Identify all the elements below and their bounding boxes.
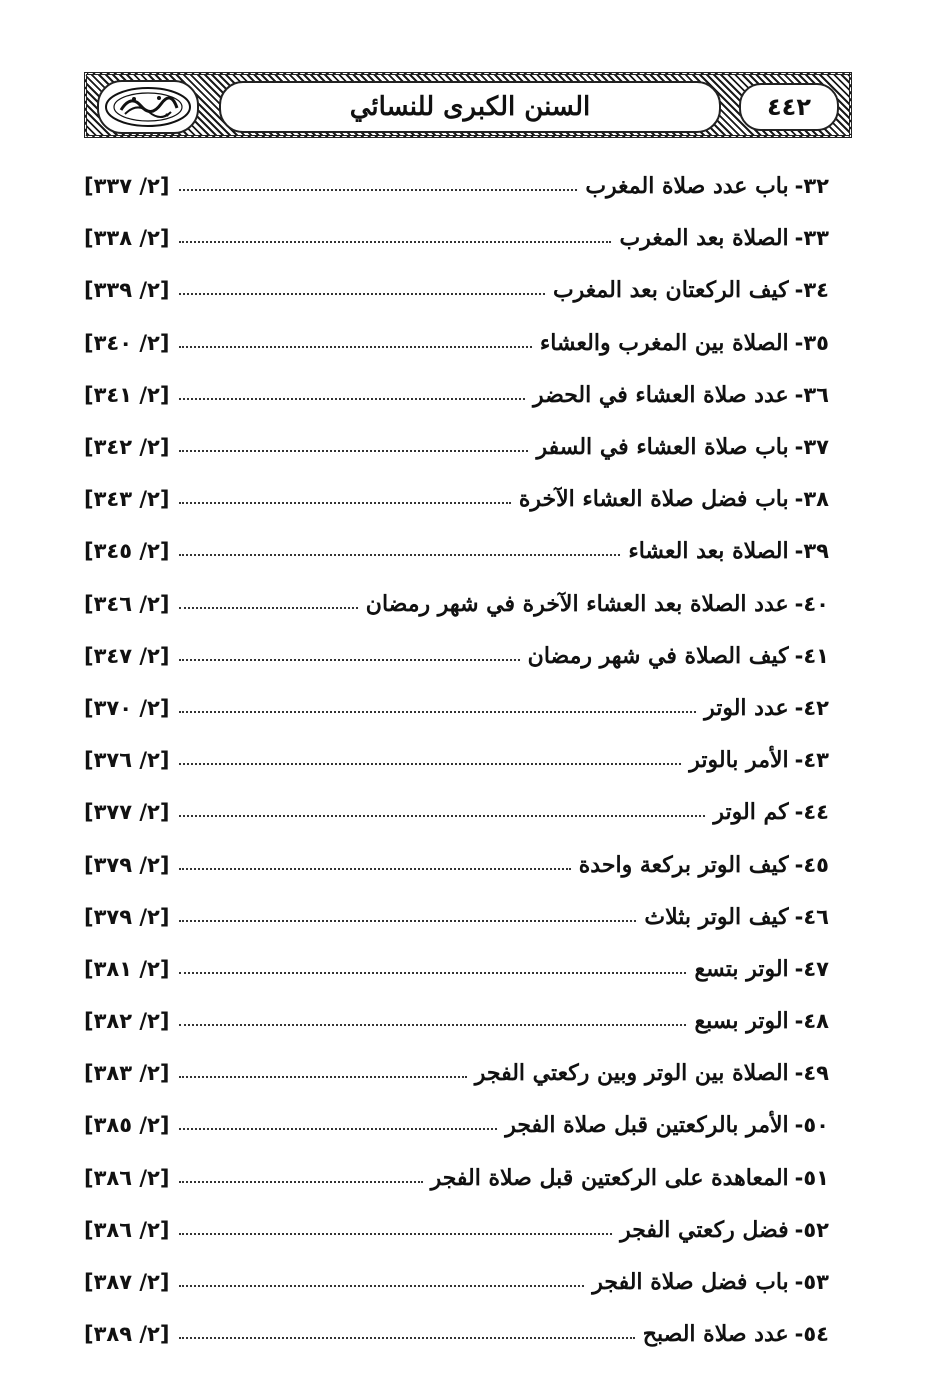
- entry-page-reference: [٢/ ٣٤٧]: [84, 643, 170, 668]
- entry-title: الوتر بسبع: [694, 1008, 789, 1035]
- entry-page-reference: [٢/ ٣٧٦]: [84, 748, 170, 773]
- entry-page-reference: [٢/ ٣٤٠]: [84, 330, 170, 355]
- entry-page-reference: [٢/ ٣٧٩]: [84, 852, 170, 877]
- toc-entry: [84, 1308, 829, 1360]
- dot-leader: [179, 1233, 612, 1235]
- entry-page-reference: [٢/ ٣٣٧]: [84, 174, 170, 199]
- entry-page-reference: [٢/ ٣٨١]: [84, 956, 170, 981]
- entry-page-reference: [٢/ ٣٨٧]: [84, 1270, 170, 1295]
- toc-entry: [84, 421, 829, 473]
- entry-title: عدد صلاة الصبح: [642, 1321, 789, 1348]
- entry-title: كيف الوتر بركعة واحدة: [578, 851, 789, 878]
- dot-leader: [179, 1128, 497, 1130]
- page-number-cartouche: [739, 83, 839, 131]
- entry-number: ٤٢-: [794, 695, 829, 720]
- entry-title: الأمر بالوتر: [689, 747, 789, 774]
- entry-number: ٣٩-: [794, 539, 829, 564]
- entry-title: الصلاة بين الوتر وبين ركعتي الفجر: [474, 1060, 789, 1087]
- entry-title: عدد الوتر: [704, 694, 789, 721]
- dot-leader: [179, 241, 611, 243]
- toc-entry: [84, 473, 829, 525]
- entry-number: ٥٠-: [794, 1113, 829, 1138]
- entry-number: ٥٣-: [794, 1270, 829, 1295]
- entry-number: ٣٢-: [794, 174, 829, 199]
- entry-page-reference: [٢/ ٣٨٢]: [84, 1009, 170, 1034]
- toc-entry: [84, 734, 829, 786]
- dot-leader: [179, 868, 570, 870]
- entry-page-reference: [٢/ ٣٤٢]: [84, 435, 170, 460]
- dot-leader: [179, 293, 544, 295]
- page-header: [84, 72, 852, 138]
- entry-number: ٤٦-: [794, 904, 829, 929]
- toc-entry: [84, 682, 829, 734]
- entry-page-reference: [٢/ ٣٨٦]: [84, 1217, 170, 1242]
- entry-number: ٣٥-: [794, 330, 829, 355]
- entry-title: كيف الصلاة في شهر رمضان: [527, 642, 789, 669]
- entry-title: باب صلاة العشاء في السفر: [536, 434, 789, 461]
- entry-page-reference: [٢/ ٣٤٣]: [84, 487, 170, 512]
- entry-title: الوتر بتسع: [694, 955, 789, 982]
- dot-leader: [179, 189, 577, 191]
- entry-number: ٤٧-: [794, 956, 829, 981]
- entry-number: ٤٤-: [794, 800, 829, 825]
- dot-leader: [179, 763, 681, 765]
- toc-entry: [84, 160, 829, 212]
- dot-leader: [179, 1181, 422, 1183]
- dot-leader: [179, 815, 705, 817]
- entry-title: كيف الوتر بثلاث: [644, 903, 789, 930]
- entry-number: ٤١-: [794, 643, 829, 668]
- entry-page-reference: [٢/ ٣٤٦]: [84, 591, 170, 616]
- dot-leader: [179, 1285, 584, 1287]
- dot-leader: [179, 346, 531, 348]
- book-title: السنن الكبرى للنسائي: [349, 92, 591, 122]
- toc-entry: [84, 525, 829, 577]
- entry-number: ٤٥-: [794, 852, 829, 877]
- entry-number: ٣٤-: [794, 278, 829, 303]
- entry-number: ٣٨-: [794, 487, 829, 512]
- toc-entry: [84, 1047, 829, 1099]
- entry-page-reference: [٢/ ٣٧٩]: [84, 904, 170, 929]
- toc-entry: [84, 786, 829, 838]
- entry-number: ٣٧-: [794, 435, 829, 460]
- dot-leader: [179, 1076, 466, 1078]
- toc-entry: [84, 630, 829, 682]
- entry-title: الصلاة بين المغرب والعشاء: [539, 329, 789, 356]
- publisher-seal-logo: [97, 80, 199, 134]
- entry-title: عدد الصلاة بعد العشاء الآخرة في شهر رمضان: [365, 590, 789, 617]
- entry-page-reference: [٢/ ٣٧٠]: [84, 695, 170, 720]
- entry-number: ٥٢-: [794, 1217, 829, 1242]
- dot-leader: [179, 450, 528, 452]
- entry-title: باب فضل صلاة العشاء الآخرة: [518, 486, 789, 513]
- toc-entry: [84, 1099, 829, 1151]
- entry-number: ٤٩-: [794, 1061, 829, 1086]
- toc-entry: [84, 212, 829, 264]
- dot-leader: [179, 659, 519, 661]
- header-title-cartouche: [219, 81, 721, 133]
- toc-entry: [84, 1256, 829, 1308]
- entry-title: باب عدد صلاة المغرب: [585, 173, 789, 200]
- entry-number: ٤٣-: [794, 748, 829, 773]
- page-number: ٤٤٢: [767, 93, 811, 121]
- toc-entry: [84, 838, 829, 890]
- toc-entry: [84, 943, 829, 995]
- entry-title: كم الوتر: [713, 799, 789, 826]
- entry-number: ٥١-: [794, 1165, 829, 1190]
- entry-page-reference: [٢/ ٣٣٨]: [84, 226, 170, 251]
- entry-page-reference: [٢/ ٣٨٣]: [84, 1061, 170, 1086]
- entry-page-reference: [٢/ ٣٧٧]: [84, 800, 170, 825]
- toc-entry: [84, 1152, 829, 1204]
- entry-title: باب فضل صلاة الفجر: [592, 1269, 789, 1296]
- entry-page-reference: [٢/ ٣٤٥]: [84, 539, 170, 564]
- dot-leader: [179, 1024, 686, 1026]
- toc-entry: [84, 369, 829, 421]
- entry-number: ٣٦-: [794, 382, 829, 407]
- entry-title: الصلاة بعد العشاء: [628, 538, 789, 565]
- dot-leader: [179, 1337, 634, 1339]
- entry-title: المعاهدة على الركعتين قبل صلاة الفجر: [430, 1164, 789, 1191]
- entry-title: كيف الركعتان بعد المغرب: [552, 277, 789, 304]
- seal-ornament-icon: [101, 84, 195, 130]
- entry-number: ٣٣-: [794, 226, 829, 251]
- toc-entry: [84, 995, 829, 1047]
- dot-leader: [179, 398, 525, 400]
- entry-title: عدد صلاة العشاء في الحضر: [533, 381, 789, 408]
- entry-title: فضل ركعتي الفجر: [620, 1216, 789, 1243]
- toc-entry: [84, 578, 829, 630]
- toc-entry: [84, 1204, 829, 1256]
- toc-entry: [84, 317, 829, 369]
- toc-entry: [84, 264, 829, 316]
- entry-number: ٤٨-: [794, 1009, 829, 1034]
- entry-title: الصلاة بعد المغرب: [619, 225, 789, 252]
- entry-number: ٥٤-: [794, 1322, 829, 1347]
- entry-page-reference: [٢/ ٣٨٦]: [84, 1165, 170, 1190]
- entry-page-reference: [٢/ ٣٤١]: [84, 382, 170, 407]
- dot-leader: [179, 502, 510, 504]
- toc-entry: [84, 891, 829, 943]
- table-of-contents: [84, 160, 829, 1360]
- entry-page-reference: [٢/ ٣٨٩]: [84, 1322, 170, 1347]
- dot-leader: [179, 972, 686, 974]
- dot-leader: [179, 711, 696, 713]
- dot-leader: [179, 607, 357, 609]
- entry-number: ٤٠-: [794, 591, 829, 616]
- entry-title: الأمر بالركعتين قبل صلاة الفجر: [505, 1112, 789, 1139]
- entry-page-reference: [٢/ ٣٣٩]: [84, 278, 170, 303]
- dot-leader: [179, 920, 636, 922]
- dot-leader: [179, 554, 620, 556]
- entry-page-reference: [٢/ ٣٨٥]: [84, 1113, 170, 1138]
